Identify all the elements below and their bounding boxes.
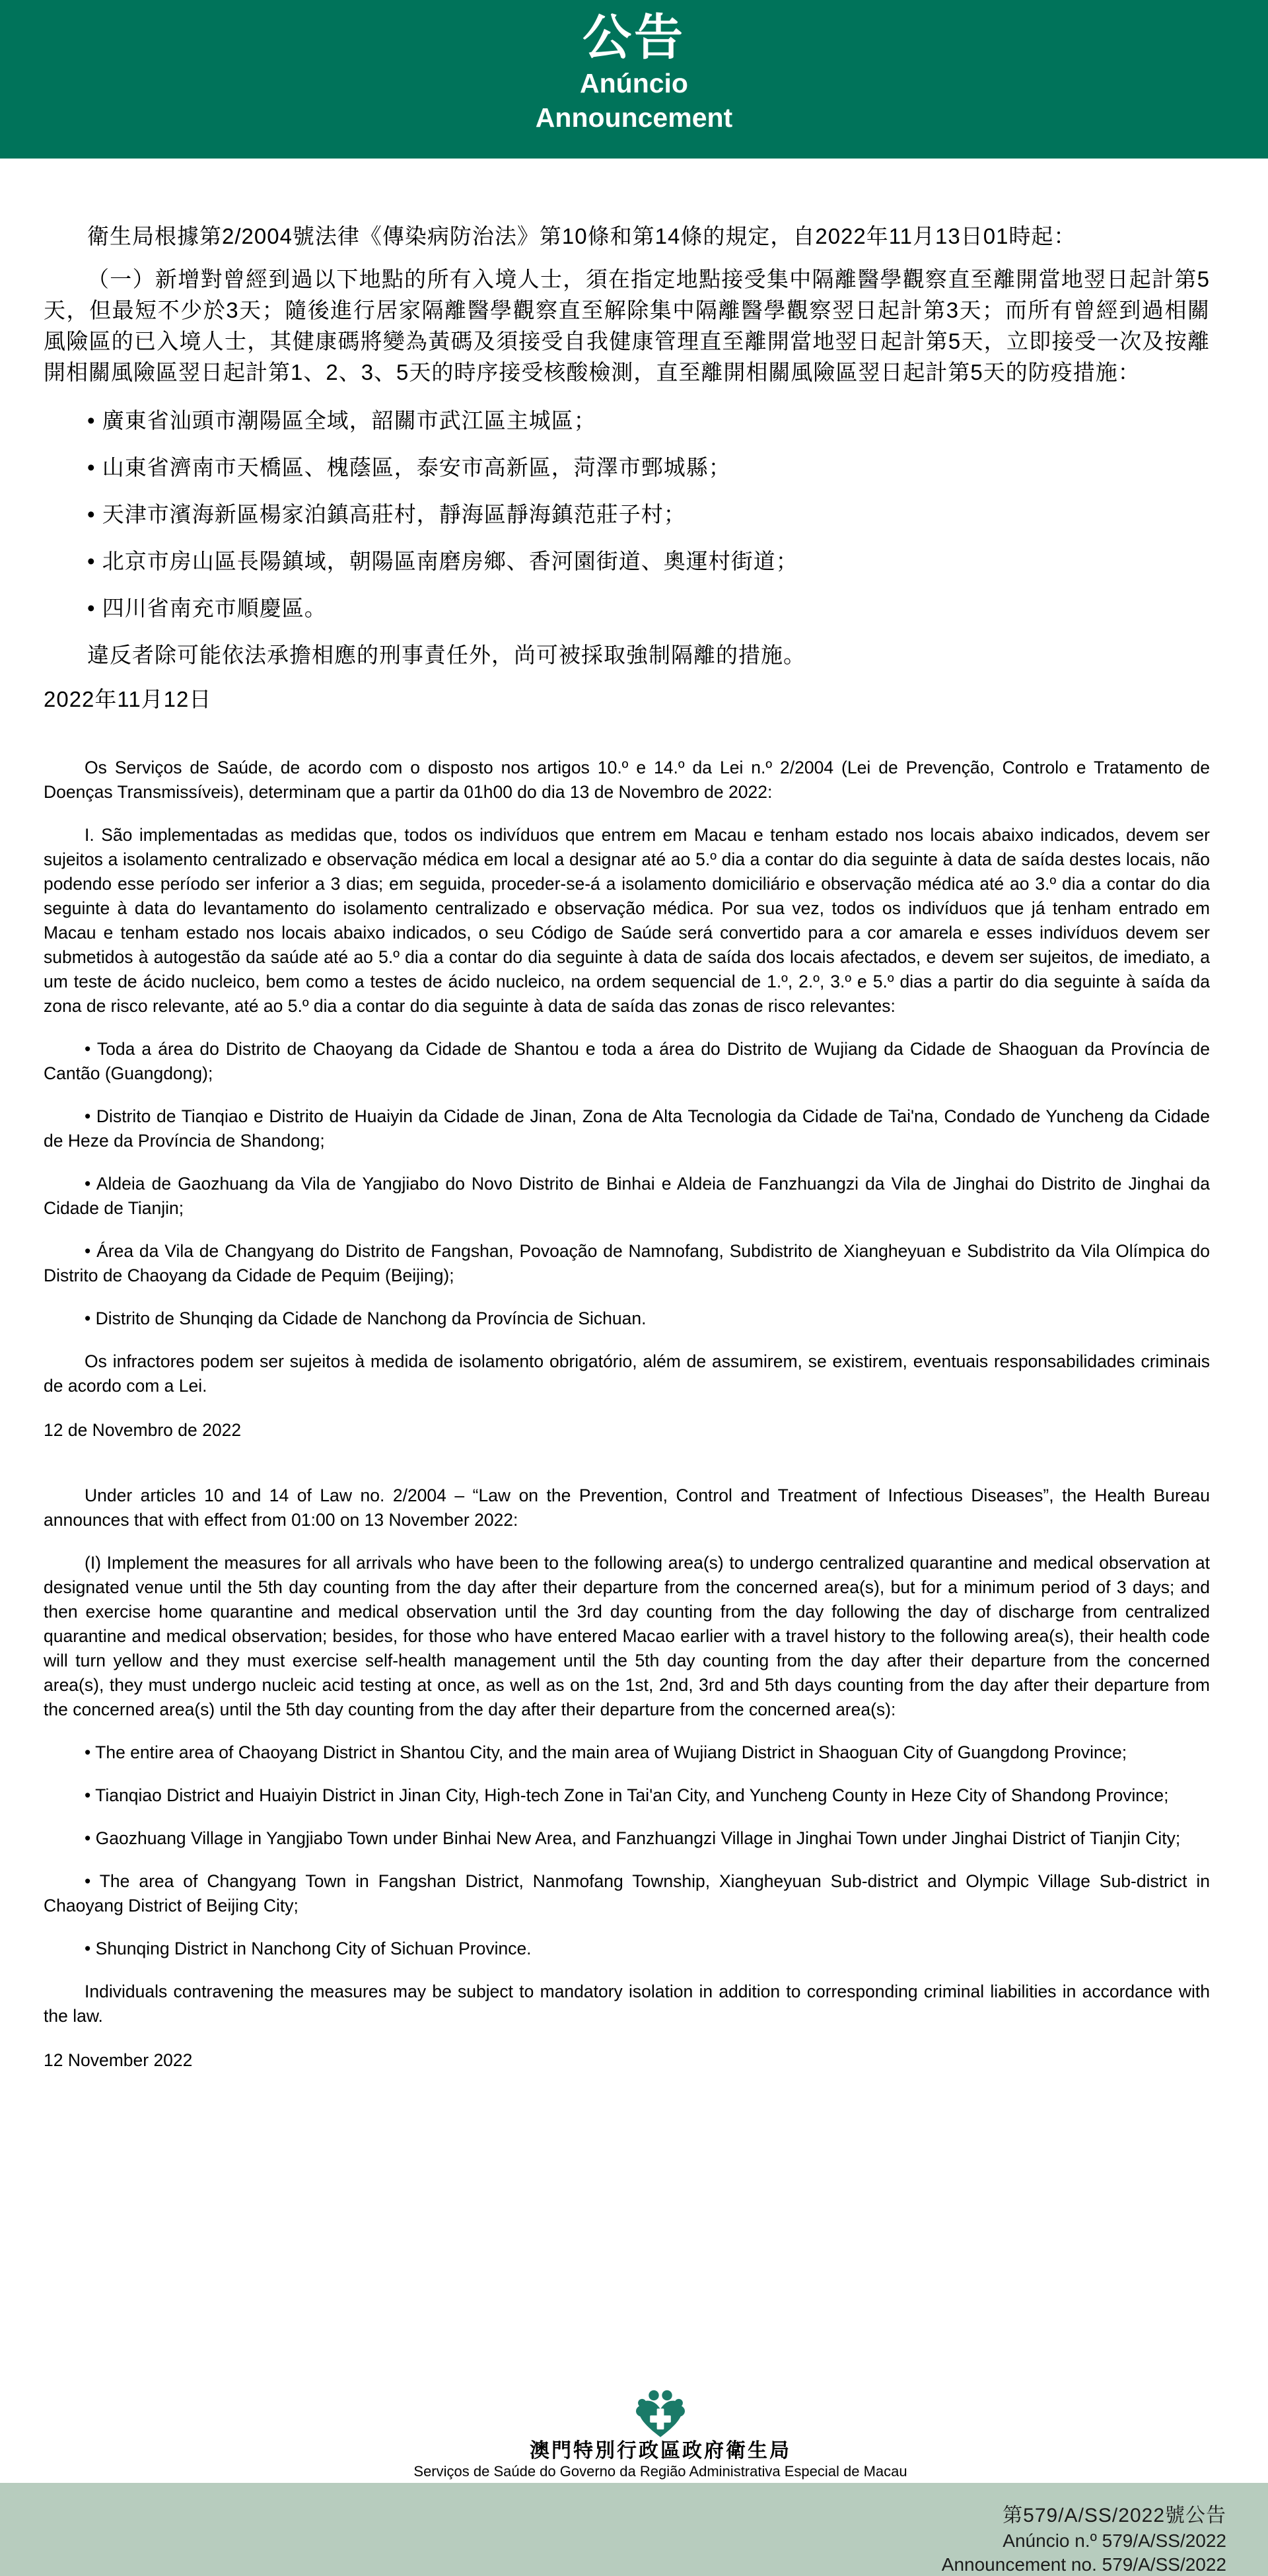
pt-area-list-item: • Distrito de Tianqiao e Distrito de Huaiyin da Cidade de Jinan, Zona de Alta Tecnologia da Cidade de Tai'na, Condado de Yuncheng da Cidade de Heze da Província de Shandong; [44, 1106, 1210, 1151]
en-area-list-item: • Shunqing District in Nanchong City of Sichuan Province. [85, 1939, 532, 1958]
section-english [44, 1484, 1210, 2073]
pt-area-list-item: • Distrito de Shunqing da Cidade de Nanchong da Província de Sichuan. [85, 1308, 647, 1328]
agency-name-pt: Serviços de Saúde do Governo da Região Administrativa Especial de Macau [413, 2463, 907, 2480]
announcement-number-en: Announcement no. 579/A/SS/2022 [941, 2554, 1226, 2575]
zh-area-list-item: • 四川省南充市順慶區。 [87, 596, 327, 620]
section-portuguese [44, 756, 1210, 1443]
en-penalty-paragraph: Individuals contravening the measures may be subject to mandatory isolation in addition to corresponding criminal liabilities in accordance with the law. [44, 1982, 1210, 2026]
announcement-number-pt: Anúncio n.º 579/A/SS/2022 [1003, 2530, 1226, 2551]
zh-area-list-item: • 北京市房山區長陽鎮域，朝陽區南磨房鄉、香河園街道、奧運村街道； [87, 549, 798, 573]
banner-title-en: Announcement [535, 102, 733, 133]
announcement-number-bar [0, 2483, 1268, 2576]
pt-area-list-item: • Toda a área do Distrito de Chaoyang da Cidade de Shantou e toda a área do Distrito de Wujiang da Cidade de Shaoguan da Província de Cantão (Guangdong); [44, 1039, 1210, 1083]
en-intro-paragraph: Under articles 10 and 14 of Law no. 2/2004 – “Law on the Prevention, Control and Treatment of Infectious Diseases”, the Health Bureau announces that with effect from 01:00 on 13 November 2022: [44, 1485, 1210, 1530]
announcement-footer [0, 2390, 1268, 2576]
pt-date: 12 de Novembro de 2022 [44, 1420, 242, 1440]
zh-area-list-item: • 廣東省汕頭市潮陽區全域，韶關市武江區主城區； [87, 408, 596, 433]
zh-area-list-item: • 天津市濱海新區楊家泊鎮高莊村，靜海區靜海鎮范莊子村； [87, 502, 686, 526]
zh-date: 2022年11月12日 [44, 687, 212, 711]
announcement-number-zh: 第579/A/SS/2022號公告 [1003, 2505, 1226, 2526]
banner-title-zh: 公告 [582, 10, 686, 65]
announcement-body [0, 159, 1268, 2073]
en-measure-paragraph: (I) Implement the measures for all arrivals who have been to the following area(s) to undergo centralized quarantine and medical observation at designated venue until the 5th day counting from the day after their departure from the concerned area(s), but for a minimum period of 3 days; and then exercise home quarantine and medical observation until the 3rd day counting from the day following the day of discharge from centralized quarantine and medical observation; besides, for those who have entered Macao earlier with a travel history to the following area(s), their health code will turn yellow and they must exercise self-health management until the 5th day counting from the day after their departure from the concerned area(s), they must undergo nucleic acid testing at once, as well as on the 1st, 2nd, 3rd and 5th days counting from the day after their departure from the concerned area(s) until the 5th day counting from the day after their departure from the concerned area(s): [44, 1553, 1210, 1719]
pt-penalty-paragraph: Os infractores podem ser sujeitos à medida de isolamento obrigatório, além de assumirem, se existirem, eventuais responsabilidades criminais de acordo com a Lei. [44, 1351, 1210, 1396]
zh-measure-paragraph: （一）新增對曾經到過以下地點的所有入境人士，須在指定地點接受集中隔離醫學觀察直至離開當地翌日起計第5天，但最短不少於3天；隨後進行居家隔離醫學觀察直至解除集中隔離醫學觀察翌日起計第3天；而所有曾經到過相關風險區的已入境人士，其健康碼將變為黃碼及須接受自我健康管理直至離開當地翌日起計第5天，立即接受一次及按離開相關風險區翌日起計第1、2、3、5天的時序接受核酸檢測，直至離開相關風險區翌日起計第5天的防疫措施： [44, 267, 1210, 384]
en-area-list-item: • Gaozhuang Village in Yangjiabo Town under Binhai New Area, and Fanzhuangzi Village in Jinghai Town under Jinghai District of Tianjin City; [85, 1828, 1181, 1848]
zh-penalty-paragraph: 違反者除可能依法承擔相應的刑事責任外，尚可被採取強制隔離的措施。 [87, 643, 806, 667]
issuing-agency [0, 2390, 1268, 2480]
health-bureau-heart-logo [635, 2390, 686, 2439]
pt-area-list-item: • Aldeia de Gaozhuang da Vila de Yangjiabo do Novo Distrito de Binhai e Aldeia de Fanzhuangzi da Vila de Jinghai do Distrito de Jinghai da Cidade de Tianjin; [44, 1174, 1210, 1218]
announcement-banner [0, 0, 1268, 159]
en-area-list-item: • The area of Changyang Town in Fangshan District, Nanmofang Township, Xiangheyuan Sub-district and Olympic Village Sub-district in Chaoyang District of Beijing City; [44, 1871, 1210, 1915]
pt-measure-paragraph: I. São implementadas as medidas que, todos os indivíduos que entrem em Macau e tenham estado nos locais abaixo indicados, devem ser sujeitos a isolamento centralizado e observação médica em local a designar até ao 5.º dia a contar do dia seguinte à data de saída destes locais, não podendo esse período ser inferior a 3 dias; em seguida, proceder-se-á a isolamento domiciliário e observação médica até ao 3.º dia a contar do dia seguinte à data do levantamento do isolamento centralizado e observação médica. Por sua vez, todos os indivíduos que já tenham entrado em Macau e tenham estado nos locais abaixo indicados, o seu Código de Saúde será convertido para a cor amarela e esses indivíduos devem ser submetidos à autogestão da saúde até ao 5.º dia a contar do dia seguinte à data de saída dos locais afectados, e devem ser sujeitos, de imediato, a um teste de ácido nucleico, bem como a testes de ácido nucleico, na ordem sequencial de 1.º, 2.º, 3.º e 5.º dias a partir do dia seguinte à saída da zona de risco relevante, até ao 5.º dia a contar do dia seguinte à data de saída das zonas de risco relevantes: [44, 825, 1210, 1016]
zh-intro-paragraph: 衛生局根據第2/2004號法律《傳染病防治法》第10條和第14條的規定，自2022年11月13日01時起： [87, 224, 1076, 248]
en-date: 12 November 2022 [44, 2050, 193, 2070]
section-chinese [44, 221, 1210, 715]
pt-area-list-item: • Área da Vila de Changyang do Distrito de Fangshan, Povoação de Namnofang, Subdistrito de Xiangheyuan e Subdistrito da Vila Olímpica do Distrito de Chaoyang da Cidade de Pequim (Beijing); [44, 1241, 1210, 1285]
pt-intro-paragraph: Os Serviços de Saúde, de acordo com o disposto nos artigos 10.º e 14.º da Lei n.º 2/2004 (Lei de Prevenção, Controlo e Tratamento de Doenças Transmissíveis), determinam que a partir da 01h00 do dia 13 de Novembro de 2022: [44, 758, 1210, 802]
banner-title-pt: Anúncio [580, 68, 688, 98]
en-area-list-item: • The entire area of Chaoyang District in Shantou City, and the main area of Wujiang District in Shaoguan City of Guangdong Province; [85, 1742, 1127, 1762]
zh-area-list-item: • 山東省濟南市天橋區、槐蔭區，泰安市高新區，菏澤市鄄城縣； [87, 455, 731, 480]
en-area-list-item: • Tianqiao District and Huaiyin District in Jinan City, High-tech Zone in Tai'an City, and Yuncheng County in Heze City of Shandong Province; [85, 1785, 1169, 1805]
agency-name-zh: 澳門特別行政區政府衛生局 [530, 2440, 791, 2462]
